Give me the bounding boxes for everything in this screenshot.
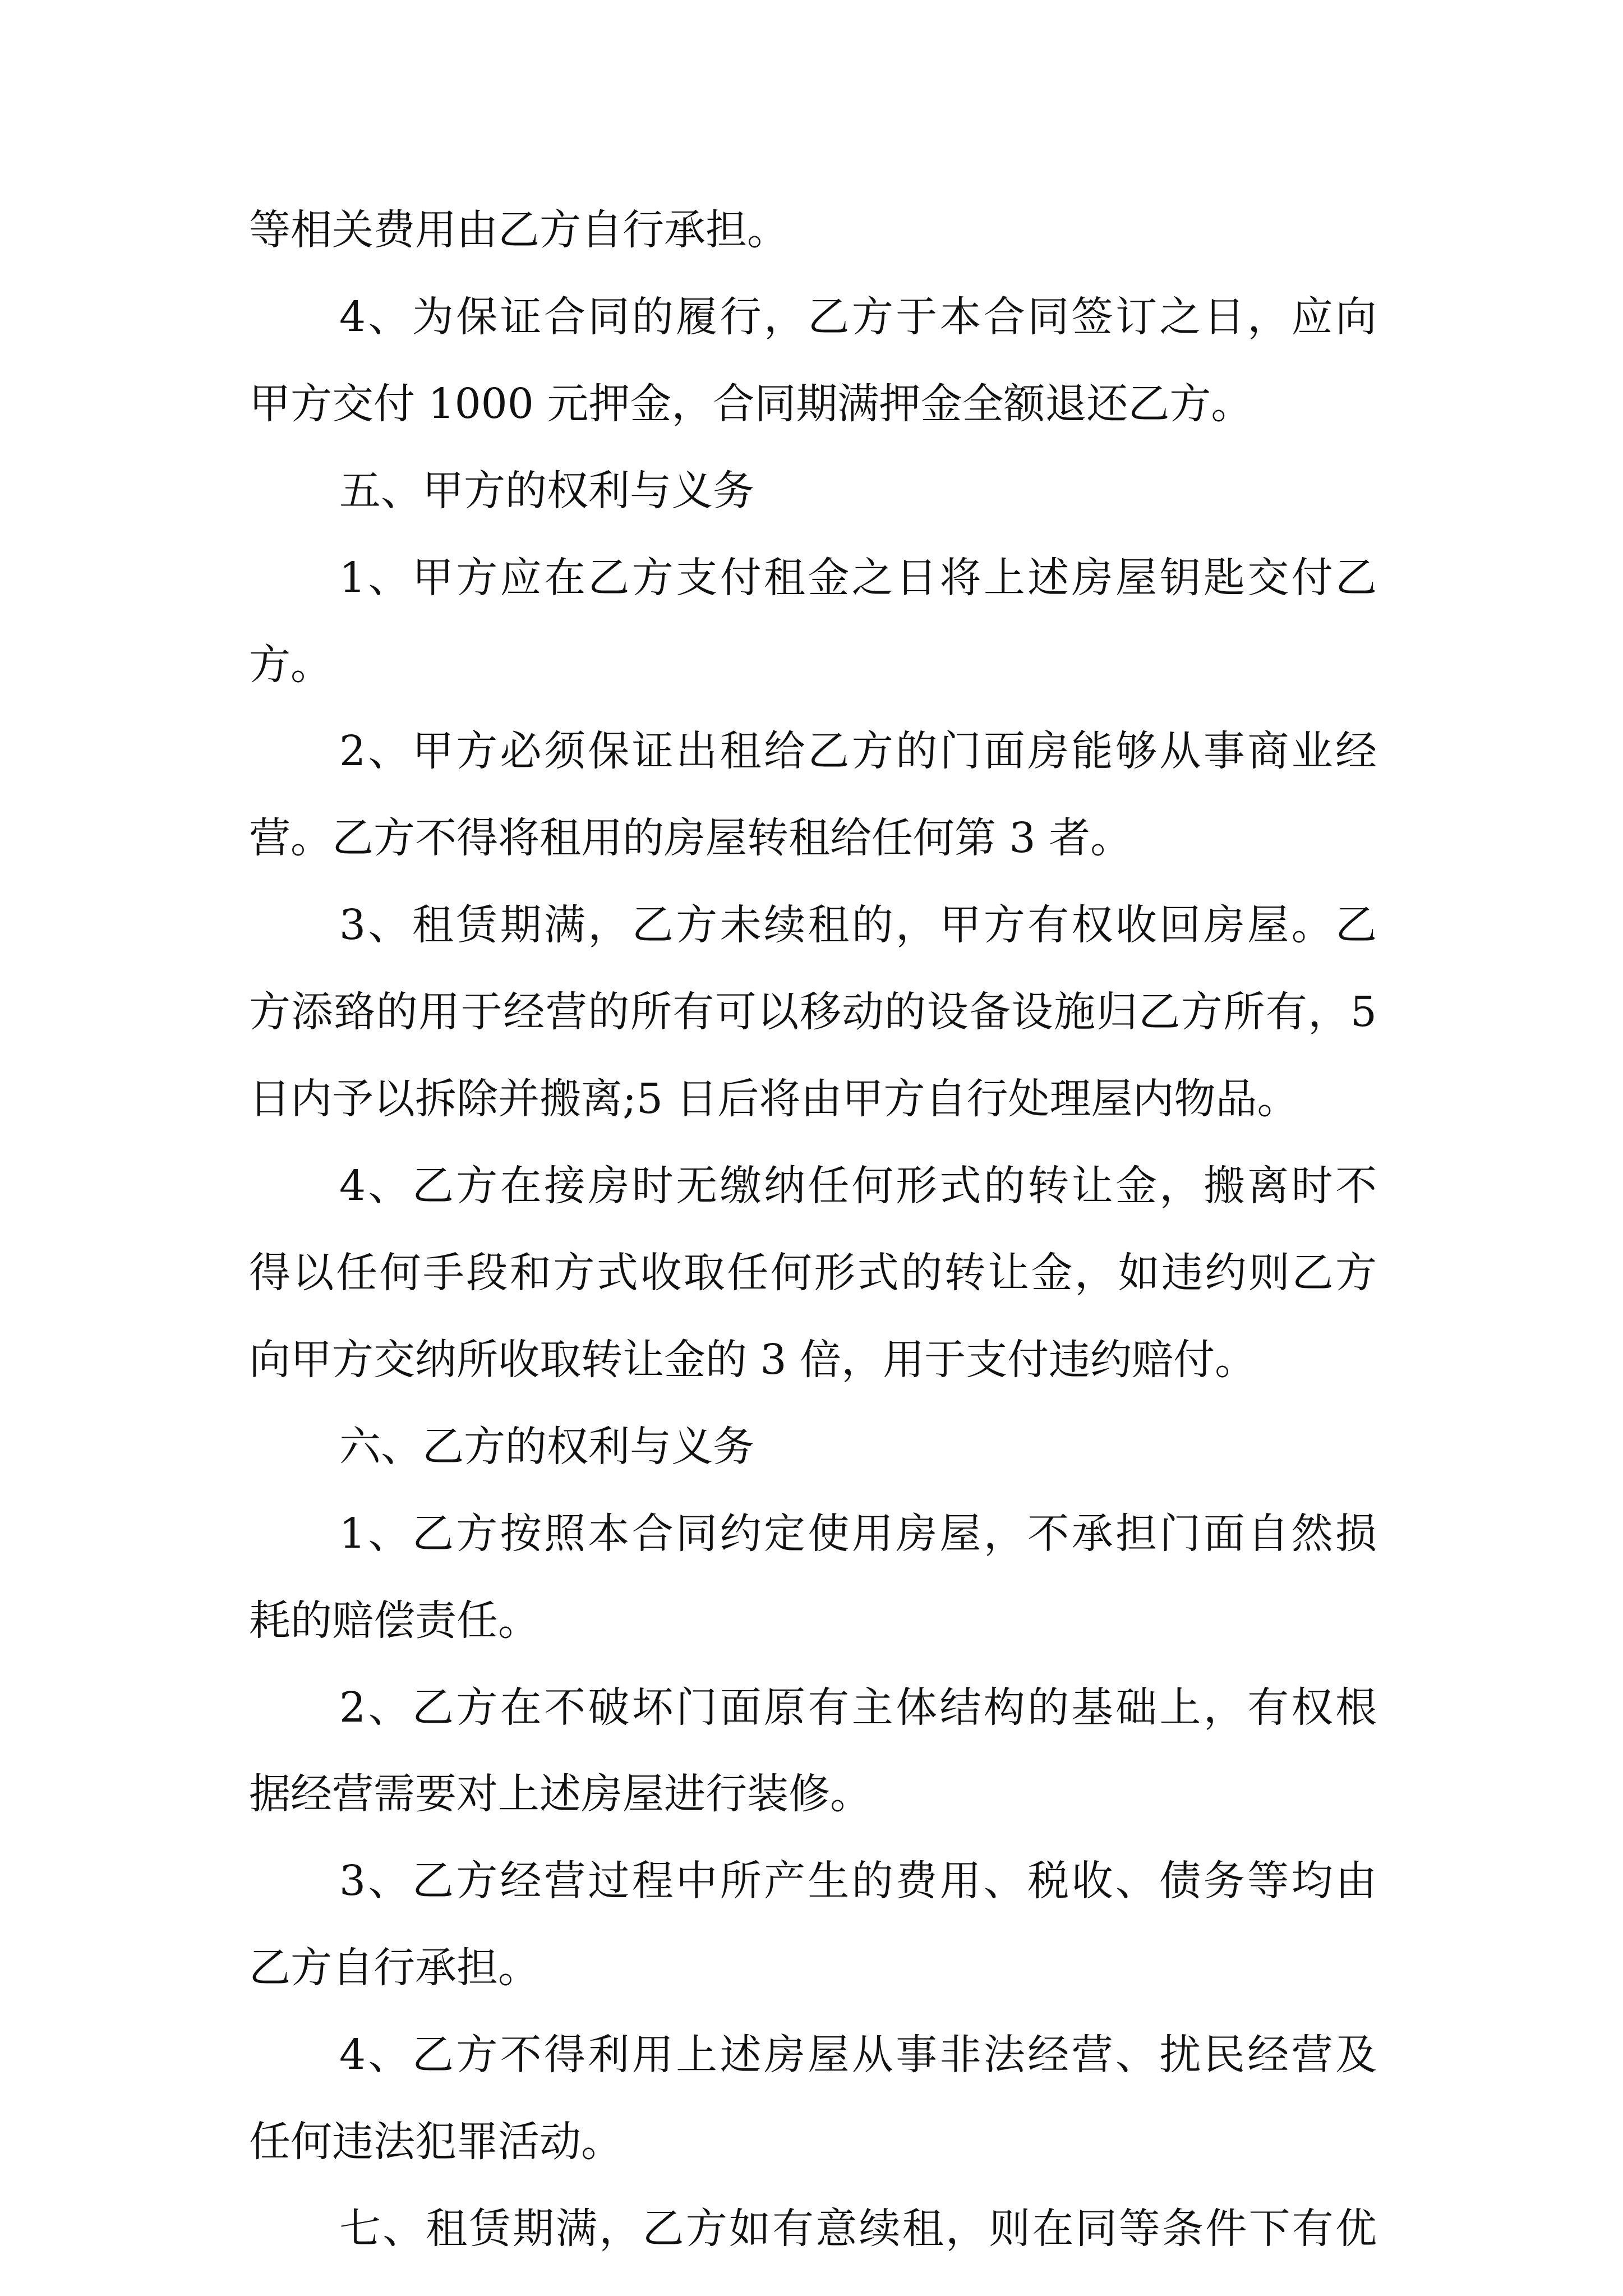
paragraph-line: 据经营需要对上述房屋进行装修。 (249, 1770, 872, 1818)
paragraph-line: 甲方交付 1000 元押金，合同期满押金全额退还乙方。 (249, 380, 1253, 428)
paragraph-line: 得以任何手段和方式收取任何形式的转让金，如违约则乙方 (249, 1249, 1377, 1297)
paragraph-line: 任何违法犯罪活动。 (249, 2118, 623, 2166)
paragraph-line: 3、租赁期满，乙方未续租的，甲方有权收回房屋。乙 (339, 901, 1377, 949)
paragraph-line: 等相关费用由乙方自行承担。 (249, 206, 789, 254)
paragraph-line: 营。乙方不得将租用的房屋转租给任何第 3 者。 (249, 814, 1132, 862)
paragraph-line: 2、乙方在不破坏门面原有主体结构的基础上，有权根 (339, 1683, 1377, 1732)
section-heading: 五、甲方的权利与义务 (339, 467, 754, 515)
paragraph-line: 方添臵的用于经营的所有可以移动的设备设施归乙方所有，5 (249, 988, 1377, 1036)
paragraph-line: 4、为保证合同的履行，乙方于本合同签订之日，应向 (339, 293, 1377, 341)
paragraph-line: 七、租赁期满，乙方如有意续租，则在同等条件下有优 (339, 2205, 1377, 2253)
paragraph-line: 耗的赔偿责任。 (249, 1596, 540, 1645)
paragraph-line: 乙方自行承担。 (249, 1944, 540, 1992)
section-heading: 六、乙方的权利与义务 (339, 1423, 754, 1471)
paragraph-line: 1、甲方应在乙方支付租金之日将上述房屋钥匙交付乙 (339, 554, 1377, 602)
paragraph-line: 方。 (249, 641, 332, 689)
paragraph-line: 2、甲方必须保证出租给乙方的门面房能够从事商业经 (339, 727, 1377, 775)
paragraph-line: 日内予以拆除并搬离;5 日后将由甲方自行处理屋内物品。 (249, 1075, 1299, 1123)
paragraph-line: 3、乙方经营过程中所产生的费用、税收、债务等均由 (339, 1857, 1377, 1905)
paragraph-line: 向甲方交纳所收取转让金的 3 倍，用于支付违约赔付。 (249, 1336, 1257, 1384)
paragraph-line: 4、乙方不得利用上述房屋从事非法经营、扰民经营及 (339, 2031, 1377, 2079)
paragraph-line: 4、乙方在接房时无缴纳任何形式的转让金，搬离时不 (339, 1162, 1377, 1210)
paragraph-line: 1、乙方按照本合同约定使用房屋，不承担门面自然损 (339, 1510, 1377, 1558)
